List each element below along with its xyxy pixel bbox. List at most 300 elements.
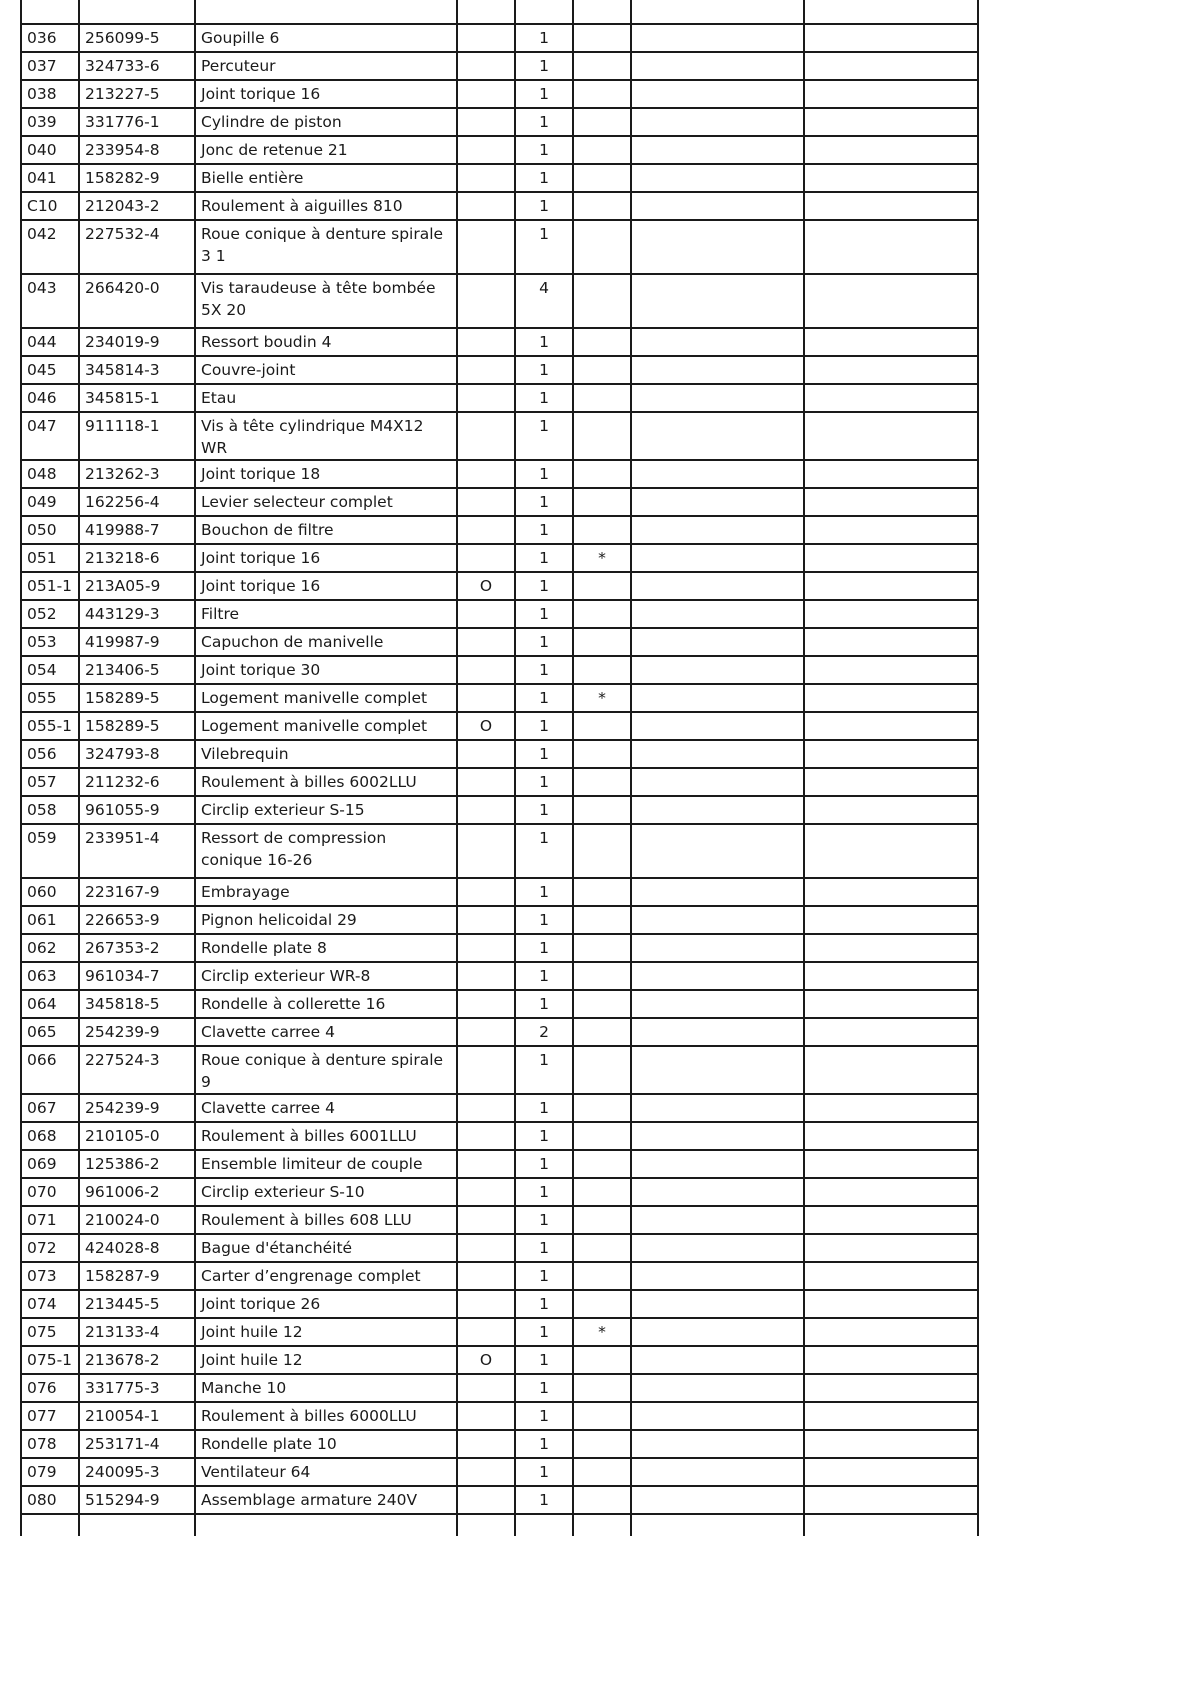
cell-note-mark	[573, 1206, 631, 1234]
table-row	[21, 1234, 978, 1262]
table-top-continuation	[21, 0, 978, 24]
cell-quantity: 1	[515, 878, 573, 906]
cell-part-number: 226653-9	[79, 906, 195, 934]
cell-quantity: 1	[515, 934, 573, 962]
cell-continuation	[515, 1514, 573, 1536]
cell-position: 049	[21, 488, 79, 516]
cell-extra-1	[631, 1402, 804, 1430]
cell-description: Rondelle à collerette 16	[195, 990, 457, 1018]
table-row	[21, 1318, 978, 1346]
cell-quantity: 1	[515, 1374, 573, 1402]
cell-extra-1	[631, 24, 804, 52]
cell-position: 045	[21, 356, 79, 384]
cell-position: 037	[21, 52, 79, 80]
cell-option-mark	[457, 220, 515, 274]
cell-position: 059	[21, 824, 79, 878]
cell-description: Joint torique 16	[195, 572, 457, 600]
cell-continuation	[804, 1514, 978, 1536]
cell-part-number: 211232-6	[79, 768, 195, 796]
cell-option-mark	[457, 108, 515, 136]
cell-extra-1	[631, 990, 804, 1018]
cell-quantity: 1	[515, 796, 573, 824]
cell-quantity: 1	[515, 1178, 573, 1206]
cell-option-mark	[457, 356, 515, 384]
cell-note-mark	[573, 1486, 631, 1514]
cell-position: 075-1	[21, 1346, 79, 1374]
table-row	[21, 460, 978, 488]
cell-position: 063	[21, 962, 79, 990]
table-row	[21, 274, 978, 328]
cell-note-mark	[573, 412, 631, 460]
cell-description: Circlip exterieur WR-8	[195, 962, 457, 990]
cell-note-mark	[573, 1290, 631, 1318]
cell-part-number: 213227-5	[79, 80, 195, 108]
cell-note-mark	[573, 1046, 631, 1094]
cell-quantity: 1	[515, 768, 573, 796]
cell-description: Manche 10	[195, 1374, 457, 1402]
cell-quantity: 1	[515, 656, 573, 684]
cell-extra-2	[804, 600, 978, 628]
cell-extra-2	[804, 108, 978, 136]
cell-extra-2	[804, 934, 978, 962]
cell-note-mark: *	[573, 1318, 631, 1346]
cell-extra-1	[631, 220, 804, 274]
cell-description: Cylindre de piston	[195, 108, 457, 136]
cell-quantity: 1	[515, 220, 573, 274]
cell-description: Bielle entière	[195, 164, 457, 192]
cell-option-mark	[457, 1486, 515, 1514]
cell-part-number: 210024-0	[79, 1206, 195, 1234]
cell-extra-1	[631, 934, 804, 962]
cell-option-mark	[457, 824, 515, 878]
cell-extra-2	[804, 796, 978, 824]
cell-continuation	[457, 1514, 515, 1536]
cell-description: Couvre-joint	[195, 356, 457, 384]
cell-option-mark	[457, 1290, 515, 1318]
cell-description: Jonc de retenue 21	[195, 136, 457, 164]
cell-quantity: 4	[515, 274, 573, 328]
cell-note-mark	[573, 572, 631, 600]
cell-part-number: 162256-4	[79, 488, 195, 516]
cell-continuation	[195, 1514, 457, 1536]
cell-part-number: 254239-9	[79, 1094, 195, 1122]
cell-description: Ressort de compression conique 16-26	[195, 824, 457, 878]
cell-note-mark	[573, 1262, 631, 1290]
cell-option-mark	[457, 878, 515, 906]
cell-extra-1	[631, 1458, 804, 1486]
cell-position: 062	[21, 934, 79, 962]
cell-description: Roulement à billes 6002LLU	[195, 768, 457, 796]
cell-quantity: 1	[515, 1046, 573, 1094]
cell-extra-1	[631, 878, 804, 906]
table-row	[21, 108, 978, 136]
cell-quantity: 1	[515, 1458, 573, 1486]
cell-part-number: 419987-9	[79, 628, 195, 656]
cell-extra-2	[804, 1262, 978, 1290]
cell-quantity: 1	[515, 516, 573, 544]
parts-table-body	[21, 0, 978, 1536]
cell-part-number: 324733-6	[79, 52, 195, 80]
cell-extra-1	[631, 1122, 804, 1150]
cell-position: 080	[21, 1486, 79, 1514]
cell-extra-2	[804, 164, 978, 192]
table-row	[21, 544, 978, 572]
cell-part-number: 419988-7	[79, 516, 195, 544]
cell-position: 044	[21, 328, 79, 356]
cell-continuation	[21, 1514, 79, 1536]
cell-position: C10	[21, 192, 79, 220]
cell-part-number: 213678-2	[79, 1346, 195, 1374]
cell-extra-1	[631, 460, 804, 488]
cell-part-number: 331775-3	[79, 1374, 195, 1402]
cell-option-mark	[457, 628, 515, 656]
cell-quantity: 1	[515, 628, 573, 656]
cell-option-mark	[457, 544, 515, 572]
cell-extra-1	[631, 1346, 804, 1374]
cell-option-mark	[457, 136, 515, 164]
cell-note-mark	[573, 24, 631, 52]
table-row	[21, 1122, 978, 1150]
cell-part-number: 125386-2	[79, 1150, 195, 1178]
table-row	[21, 572, 978, 600]
table-row	[21, 1458, 978, 1486]
cell-extra-2	[804, 52, 978, 80]
cell-extra-2	[804, 906, 978, 934]
cell-note-mark	[573, 328, 631, 356]
cell-extra-2	[804, 768, 978, 796]
cell-option-mark	[457, 1206, 515, 1234]
cell-extra-1	[631, 962, 804, 990]
cell-position: 066	[21, 1046, 79, 1094]
cell-quantity: 1	[515, 572, 573, 600]
cell-option-mark	[457, 80, 515, 108]
cell-description: Clavette carree 4	[195, 1018, 457, 1046]
cell-quantity: 2	[515, 1018, 573, 1046]
cell-quantity: 1	[515, 384, 573, 412]
cell-part-number: 961006-2	[79, 1178, 195, 1206]
cell-quantity: 1	[515, 1122, 573, 1150]
cell-extra-1	[631, 52, 804, 80]
cell-extra-1	[631, 136, 804, 164]
table-row	[21, 740, 978, 768]
cell-option-mark	[457, 1430, 515, 1458]
cell-extra-2	[804, 136, 978, 164]
cell-description: Ressort boudin 4	[195, 328, 457, 356]
cell-part-number: 911118-1	[79, 412, 195, 460]
cell-note-mark	[573, 488, 631, 516]
cell-position: 061	[21, 906, 79, 934]
cell-extra-2	[804, 962, 978, 990]
cell-part-number: 223167-9	[79, 878, 195, 906]
cell-position: 036	[21, 24, 79, 52]
cell-note-mark	[573, 1178, 631, 1206]
cell-quantity: 1	[515, 712, 573, 740]
cell-note-mark: *	[573, 684, 631, 712]
cell-extra-2	[804, 572, 978, 600]
cell-extra-1	[631, 488, 804, 516]
table-row	[21, 1486, 978, 1514]
cell-position: 050	[21, 516, 79, 544]
cell-extra-1	[631, 108, 804, 136]
table-row	[21, 628, 978, 656]
cell-quantity: 1	[515, 1206, 573, 1234]
cell-part-number: 227532-4	[79, 220, 195, 274]
cell-description: Ventilateur 64	[195, 1458, 457, 1486]
cell-extra-1	[631, 1178, 804, 1206]
cell-description: Capuchon de manivelle	[195, 628, 457, 656]
cell-part-number: 345814-3	[79, 356, 195, 384]
cell-extra-2	[804, 516, 978, 544]
cell-extra-2	[804, 384, 978, 412]
table-row	[21, 488, 978, 516]
cell-position: 053	[21, 628, 79, 656]
cell-position: 065	[21, 1018, 79, 1046]
cell-note-mark	[573, 164, 631, 192]
cell-note-mark	[573, 356, 631, 384]
cell-option-mark	[457, 1374, 515, 1402]
cell-extra-1	[631, 712, 804, 740]
cell-extra-1	[631, 1234, 804, 1262]
cell-description: Circlip exterieur S-10	[195, 1178, 457, 1206]
cell-extra-1	[631, 328, 804, 356]
cell-part-number: 345818-5	[79, 990, 195, 1018]
table-row	[21, 412, 978, 460]
cell-position: 077	[21, 1402, 79, 1430]
table-row	[21, 906, 978, 934]
table-row	[21, 768, 978, 796]
cell-description: Filtre	[195, 600, 457, 628]
cell-part-number: 158289-5	[79, 712, 195, 740]
cell-option-mark	[457, 274, 515, 328]
cell-extra-2	[804, 990, 978, 1018]
cell-quantity: 1	[515, 460, 573, 488]
cell-part-number: 227524-3	[79, 1046, 195, 1094]
cell-part-number: 256099-5	[79, 24, 195, 52]
table-row	[21, 600, 978, 628]
cell-position: 069	[21, 1150, 79, 1178]
cell-quantity: 1	[515, 906, 573, 934]
cell-extra-2	[804, 220, 978, 274]
cell-extra-2	[804, 412, 978, 460]
cell-option-mark	[457, 384, 515, 412]
cell-position: 055	[21, 684, 79, 712]
cell-note-mark	[573, 80, 631, 108]
cell-quantity: 1	[515, 1234, 573, 1262]
cell-position: 076	[21, 1374, 79, 1402]
cell-extra-2	[804, 488, 978, 516]
cell-note-mark	[573, 220, 631, 274]
cell-extra-1	[631, 412, 804, 460]
cell-option-mark	[457, 328, 515, 356]
cell-position: 055-1	[21, 712, 79, 740]
cell-extra-2	[804, 328, 978, 356]
cell-option-mark	[457, 768, 515, 796]
cell-description: Roulement à billes 6001LLU	[195, 1122, 457, 1150]
table-row	[21, 52, 978, 80]
cell-extra-2	[804, 1206, 978, 1234]
table-row	[21, 1018, 978, 1046]
cell-extra-1	[631, 1046, 804, 1094]
cell-extra-2	[804, 628, 978, 656]
cell-position: 051	[21, 544, 79, 572]
cell-extra-2	[804, 1150, 978, 1178]
cell-quantity: 1	[515, 1094, 573, 1122]
cell-position: 056	[21, 740, 79, 768]
cell-note-mark	[573, 962, 631, 990]
cell-extra-1	[631, 1486, 804, 1514]
cell-option-mark	[457, 412, 515, 460]
cell-description: Roue conique à denture spirale 3 1	[195, 220, 457, 274]
cell-position: 047	[21, 412, 79, 460]
cell-quantity: 1	[515, 740, 573, 768]
cell-quantity: 1	[515, 824, 573, 878]
table-row	[21, 356, 978, 384]
cell-note-mark	[573, 990, 631, 1018]
cell-extra-1	[631, 384, 804, 412]
cell-quantity: 1	[515, 136, 573, 164]
cell-quantity: 1	[515, 412, 573, 460]
cell-quantity: 1	[515, 1262, 573, 1290]
cell-extra-2	[804, 1374, 978, 1402]
cell-description: Roulement à billes 608 LLU	[195, 1206, 457, 1234]
cell-option-mark	[457, 656, 515, 684]
cell-extra-2	[804, 1094, 978, 1122]
cell-part-number: 213A05-9	[79, 572, 195, 600]
table-row	[21, 1290, 978, 1318]
cell-extra-1	[631, 1374, 804, 1402]
cell-part-number: 212043-2	[79, 192, 195, 220]
cell-note-mark	[573, 52, 631, 80]
cell-extra-2	[804, 1486, 978, 1514]
cell-option-mark	[457, 1046, 515, 1094]
cell-position: 048	[21, 460, 79, 488]
cell-note-mark	[573, 1122, 631, 1150]
table-row	[21, 656, 978, 684]
cell-option-mark	[457, 1402, 515, 1430]
cell-note-mark	[573, 136, 631, 164]
cell-part-number: 424028-8	[79, 1234, 195, 1262]
cell-note-mark	[573, 1430, 631, 1458]
cell-extra-1	[631, 768, 804, 796]
cell-note-mark	[573, 1150, 631, 1178]
cell-quantity: 1	[515, 1346, 573, 1374]
cell-part-number: 515294-9	[79, 1486, 195, 1514]
cell-extra-1	[631, 824, 804, 878]
cell-description: Joint torique 16	[195, 544, 457, 572]
cell-note-mark	[573, 796, 631, 824]
cell-extra-2	[804, 1018, 978, 1046]
cell-quantity: 1	[515, 544, 573, 572]
cell-extra-1	[631, 544, 804, 572]
cell-quantity: 1	[515, 1430, 573, 1458]
cell-description: Vis à tête cylindrique M4X12 WR	[195, 412, 457, 460]
cell-extra-1	[631, 600, 804, 628]
cell-note-mark	[573, 1094, 631, 1122]
cell-position: 051-1	[21, 572, 79, 600]
cell-option-mark	[457, 934, 515, 962]
cell-description: Logement manivelle complet	[195, 712, 457, 740]
cell-option-mark	[457, 1458, 515, 1486]
cell-quantity: 1	[515, 1402, 573, 1430]
table-row	[21, 1178, 978, 1206]
cell-extra-1	[631, 740, 804, 768]
cell-position: 041	[21, 164, 79, 192]
cell-extra-2	[804, 80, 978, 108]
table-row	[21, 712, 978, 740]
cell-extra-2	[804, 192, 978, 220]
cell-part-number: 267353-2	[79, 934, 195, 962]
cell-part-number: 158287-9	[79, 1262, 195, 1290]
table-row	[21, 136, 978, 164]
cell-part-number: 443129-3	[79, 600, 195, 628]
cell-extra-2	[804, 656, 978, 684]
cell-extra-2	[804, 684, 978, 712]
cell-part-number: 234019-9	[79, 328, 195, 356]
cell-part-number: 213445-5	[79, 1290, 195, 1318]
cell-option-mark	[457, 1122, 515, 1150]
cell-part-number: 254239-9	[79, 1018, 195, 1046]
cell-quantity: 1	[515, 962, 573, 990]
table-continuation-row	[21, 1514, 978, 1536]
cell-part-number: 210105-0	[79, 1122, 195, 1150]
cell-extra-2	[804, 1290, 978, 1318]
cell-description: Ensemble limiteur de couple	[195, 1150, 457, 1178]
cell-description: Bouchon de filtre	[195, 516, 457, 544]
cell-option-mark	[457, 24, 515, 52]
cell-option-mark	[457, 1318, 515, 1346]
cell-option-mark	[457, 516, 515, 544]
table-row	[21, 164, 978, 192]
cell-extra-1	[631, 572, 804, 600]
cell-description: Rondelle plate 10	[195, 1430, 457, 1458]
cell-quantity: 1	[515, 80, 573, 108]
cell-option-mark	[457, 1234, 515, 1262]
cell-option-mark	[457, 488, 515, 516]
cell-description: Goupille 6	[195, 24, 457, 52]
cell-extra-2	[804, 274, 978, 328]
table-row	[21, 384, 978, 412]
cell-extra-2	[804, 356, 978, 384]
table-row	[21, 990, 978, 1018]
parts-table	[20, 0, 979, 1536]
cell-part-number: 210054-1	[79, 1402, 195, 1430]
cell-extra-2	[804, 544, 978, 572]
cell-option-mark	[457, 906, 515, 934]
cell-note-mark	[573, 740, 631, 768]
cell-option-mark	[457, 1150, 515, 1178]
cell-extra-1	[631, 1094, 804, 1122]
cell-option-mark	[457, 740, 515, 768]
cell-description: Clavette carree 4	[195, 1094, 457, 1122]
cell-option-mark: O	[457, 712, 515, 740]
cell-description: Roulement à aiguilles 810	[195, 192, 457, 220]
table-row	[21, 1150, 978, 1178]
cell-position: 064	[21, 990, 79, 1018]
cell-part-number: 253171-4	[79, 1430, 195, 1458]
cell-description: Levier selecteur complet	[195, 488, 457, 516]
cell-description: Rondelle plate 8	[195, 934, 457, 962]
cell-extra-1	[631, 1018, 804, 1046]
cell-part-number: 331776-1	[79, 108, 195, 136]
cell-position: 075	[21, 1318, 79, 1346]
cell-option-mark: O	[457, 1346, 515, 1374]
cell-position: 058	[21, 796, 79, 824]
cell-extra-1	[631, 1318, 804, 1346]
table-row	[21, 796, 978, 824]
cell-extra-1	[631, 192, 804, 220]
cell-position: 042	[21, 220, 79, 274]
cell-description: Joint torique 16	[195, 80, 457, 108]
